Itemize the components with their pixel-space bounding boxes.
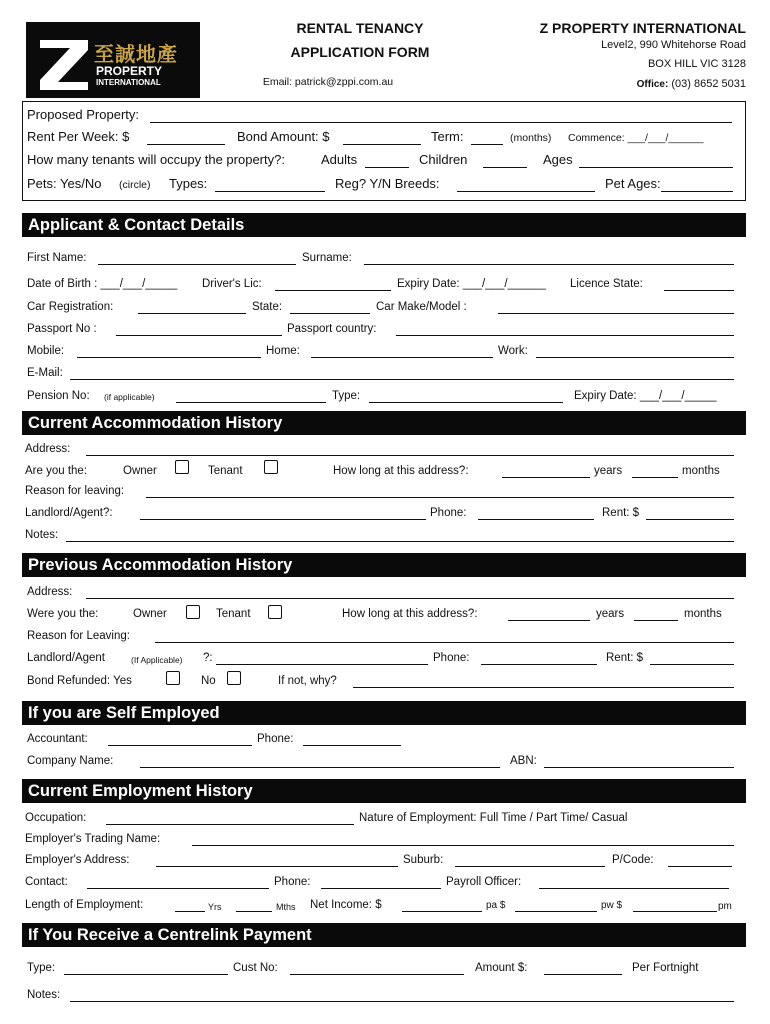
current-reason-field[interactable] [146,497,734,498]
work-label: Work: [498,345,528,357]
previous-phone-field[interactable] [481,664,597,665]
current-months-label: months [682,465,720,477]
previous-months-field[interactable] [634,620,678,621]
pcode-label: P/Code: [612,854,654,866]
proposed-property-label: Proposed Property: [27,107,140,122]
passport-no-field[interactable] [116,335,282,336]
pcode-field[interactable] [668,866,732,867]
employer-address-label: Employer's Address: [25,854,130,866]
company-name: Z PROPERTY INTERNATIONAL [539,20,746,36]
first-name-field[interactable] [98,264,296,265]
current-landlord-label: Landlord/Agent?: [25,507,113,519]
email-label: E-Mail: [27,367,63,379]
home-label: Home: [266,345,300,357]
pet-types-label: Types: [169,176,208,191]
car-reg-label: Car Registration: [27,301,114,313]
trading-name-field[interactable] [192,845,734,846]
dob-field[interactable]: Date of Birth : ___/___/_____ [27,278,178,290]
contact-field[interactable] [87,888,269,889]
passport-no-label: Passport No : [27,323,97,335]
pet-ages-field[interactable] [661,191,733,192]
length-yrs-field[interactable] [175,911,205,912]
home-field[interactable] [311,357,493,358]
company-logo [26,22,200,98]
mths-label: Mths [276,902,296,912]
state-field[interactable] [290,313,370,314]
ages-field[interactable] [579,167,733,168]
passport-country-label: Passport country: [287,323,377,335]
payroll-field[interactable] [539,888,729,889]
pw-label: pw $ [601,900,623,911]
passport-country-field[interactable] [396,335,734,336]
current-years-label: years [594,465,623,477]
cust-no-field[interactable] [290,974,464,975]
bond-refunded-yes-checkbox[interactable] [166,671,180,685]
section-employment-header: Current Employment History [22,779,746,803]
term-label: Term: [431,129,464,144]
bond-refunded-label: Bond Refunded: Yes [27,675,132,687]
commence-field[interactable]: Commence: ___/___/______ [568,132,704,144]
current-notes-label: Notes: [25,529,59,541]
pension-if-applicable: (if applicable) [104,392,155,402]
previous-landlord-q: ?: [203,652,213,664]
previous-tenant-label: Tenant [216,608,251,620]
section-previous-accommodation-header: Previous Accommodation History [22,553,746,577]
current-are-you-label: Are you the: [25,465,88,477]
current-months-field[interactable] [632,477,678,478]
previous-address-field[interactable] [86,598,734,599]
current-tenant-checkbox[interactable] [264,460,278,474]
mobile-field[interactable] [77,357,261,358]
previous-rent-field[interactable] [650,664,734,665]
previous-if-applicable: (If Applicable) [131,655,183,665]
payroll-label: Payroll Officer: [446,876,522,888]
company-address-line1: Level2, 990 Whitehorse Road [601,39,746,51]
months-label: (months) [510,132,552,144]
pension-label: Pension No: [27,390,90,402]
section-current-accommodation-header: Current Accommodation History [22,411,746,435]
lic-expiry-field[interactable]: Expiry Date: ___/___/______ [397,278,546,290]
bond-field[interactable] [343,144,421,145]
previous-tenant-checkbox[interactable] [268,605,282,619]
abn-label: ABN: [510,755,537,767]
form-title-line2: APPLICATION FORM [290,44,430,60]
licence-state-label: Licence State: [570,278,643,290]
current-phone-field[interactable] [478,519,594,520]
car-reg-field[interactable] [138,313,246,314]
car-make-field[interactable] [498,313,734,314]
adults-label: Adults [321,152,358,167]
breeds-field[interactable] [457,191,595,192]
centrelink-type-label: Type: [27,962,56,974]
accountant-phone-label: Phone: [257,733,294,745]
proposed-property-field[interactable] [150,122,732,123]
car-make-label: Car Make/Model : [376,301,467,313]
current-address-label: Address: [25,443,71,455]
pension-type-field[interactable] [369,402,563,403]
logo-text-property: PROPERTY [96,64,163,78]
z-logo-icon [36,32,92,92]
pension-type-label: Type: [332,390,361,402]
current-phone-label: Phone: [430,507,467,519]
income-pw-field[interactable] [515,911,597,912]
previous-months-label: months [684,608,722,620]
current-how-long-label: How long at this address?: [333,465,469,477]
section-applicant-header: Applicant & Contact Details [22,213,746,237]
income-pm-field[interactable] [633,911,717,912]
rent-label: Rent Per Week: $ [27,129,130,144]
previous-reason-label: Reason for Leaving: [27,630,130,642]
amount-field[interactable] [544,974,622,975]
pets-label: Pets: Yes/No [27,176,102,191]
if-not-why-field[interactable] [353,687,734,688]
abn-field[interactable] [544,767,734,768]
occupation-label: Occupation: [25,812,87,824]
section-self-employed-header: If you are Self Employed [22,701,746,725]
contact-label: Contact: [25,876,68,888]
previous-how-long-label: How long at this address?: [342,608,478,620]
drivers-lic-label: Driver's Lic: [202,278,262,290]
current-reason-label: Reason for leaving: [25,485,125,497]
suburb-label: Suburb: [403,854,444,866]
previous-phone-label: Phone: [433,652,470,664]
mobile-label: Mobile: [27,345,65,357]
yrs-label: Yrs [208,902,222,912]
cust-no-label: Cust No: [233,962,278,974]
company-address-line2: BOX HILL VIC 3128 [647,58,746,70]
work-field[interactable] [536,357,734,358]
state-label: State: [252,301,283,313]
rent-field[interactable] [147,144,225,145]
accountant-field[interactable] [108,745,252,746]
property-details-box [22,101,746,201]
ages-label: Ages [543,152,573,167]
company-name-label: Company Name: [27,755,114,767]
previous-reason-field[interactable] [155,642,734,643]
income-pa-field[interactable] [402,911,482,912]
section-centrelink-header: If You Receive a Centrelink Payment [22,923,746,947]
per-fortnight-label: Per Fortnight [632,962,699,974]
current-tenant-label: Tenant [208,465,243,477]
first-name-label: First Name: [27,252,87,264]
previous-were-you-label: Were you the: [27,608,99,620]
children-label: Children [419,152,468,167]
previous-address-label: Address: [27,586,73,598]
current-address-field[interactable] [86,455,734,456]
surname-field[interactable] [364,264,734,265]
employer-phone-field[interactable] [321,888,441,889]
current-owner-label: Owner [123,465,157,477]
accountant-phone-field[interactable] [303,745,401,746]
logo-chinese-text: 至誠地產 [94,42,178,66]
bond-refunded-no-label: No [201,675,216,687]
current-rent-label: Rent: $ [602,507,640,519]
surname-label: Surname: [302,252,352,264]
length-employment-label: Length of Employment: [25,899,144,911]
previous-landlord-label: Landlord/Agent [27,652,106,664]
office-phone [637,78,746,90]
bond-refunded-no-checkbox[interactable] [227,671,241,685]
nature-of-employment[interactable]: Nature of Employment: Full Time / Part Time/ Casual [359,812,628,824]
centrelink-type-field[interactable] [64,974,228,975]
centrelink-notes-field[interactable] [70,1001,734,1002]
logo-text-international: INTERNATIONAL [96,78,161,87]
current-landlord-field[interactable] [140,519,426,520]
term-field[interactable] [471,144,503,145]
adults-field[interactable] [365,167,409,168]
employer-address-field[interactable] [156,866,398,867]
previous-landlord-field[interactable] [216,664,428,665]
previous-years-label: years [596,608,625,620]
email-field[interactable] [70,379,734,380]
pension-field[interactable] [176,402,326,403]
office-number: (03) 8652 5031 [668,78,746,90]
occupation-field[interactable] [106,824,354,825]
suburb-field[interactable] [455,866,605,867]
trading-name-label: Employer's Trading Name: [25,833,161,845]
current-notes-field[interactable] [66,541,734,542]
reg-breeds-label: Reg? Y/N Breeds: [335,176,440,191]
length-mths-field[interactable] [236,911,272,912]
tenants-label: How many tenants will occupy the property?: [27,152,285,167]
current-years-field[interactable] [502,477,590,478]
children-field[interactable] [483,167,527,168]
previous-rent-label: Rent: $ [606,652,644,664]
company-name-field[interactable] [140,767,500,768]
net-income-label: Net Income: $ [310,899,382,911]
if-not-why-label: If not, why? [278,675,337,687]
form-title-line1: RENTAL TENANCY [296,20,424,36]
circle-hint: (circle) [119,179,151,191]
previous-years-field[interactable] [508,620,590,621]
contact-email: Email: patrick@zppi.com.au [262,76,394,88]
pa-label: pa $ [486,900,506,911]
pension-expiry-field[interactable]: Expiry Date: ___/___/_____ [574,390,717,402]
pet-types-field[interactable] [215,191,325,192]
accountant-label: Accountant: [27,733,88,745]
pet-ages-label: Pet Ages: [605,176,661,191]
licence-state-field[interactable] [664,290,734,291]
office-label: Office: [636,79,669,90]
centrelink-notes-label: Notes: [27,989,61,1001]
pm-label: pm [718,901,732,912]
amount-label: Amount $: [475,962,528,974]
current-rent-field[interactable] [646,519,734,520]
previous-owner-label: Owner [133,608,167,620]
current-owner-checkbox[interactable] [175,460,189,474]
previous-owner-checkbox[interactable] [186,605,200,619]
employer-phone-label: Phone: [274,876,311,888]
drivers-lic-field[interactable] [275,290,391,291]
bond-label: Bond Amount: $ [237,129,330,144]
